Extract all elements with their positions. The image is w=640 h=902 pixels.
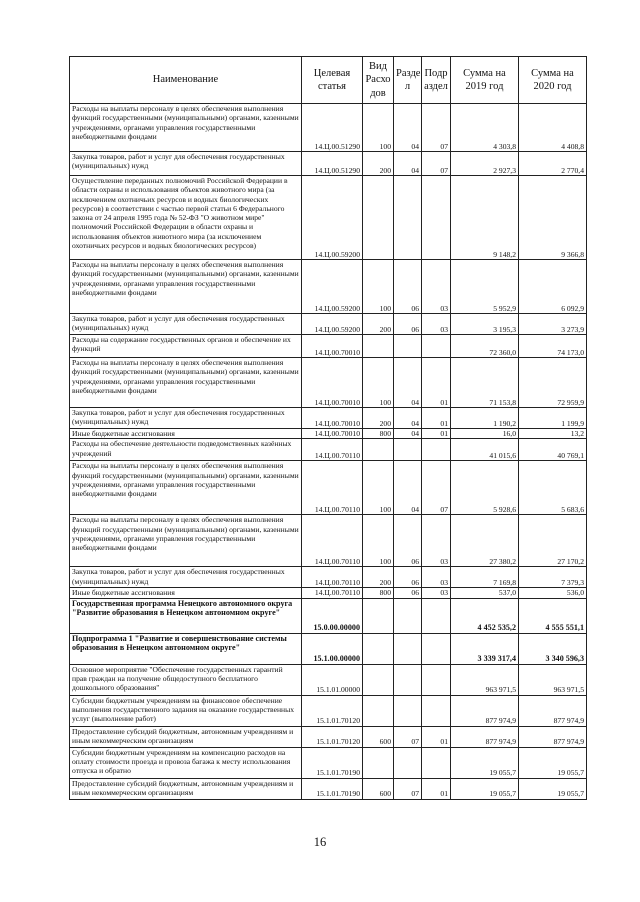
cell-section: 04 bbox=[394, 358, 422, 408]
cell-section bbox=[394, 598, 422, 633]
cell-expense-type bbox=[363, 335, 394, 358]
table-row bbox=[70, 335, 587, 358]
cell-name: Закупка товаров, работ и услуг для обеспечения государственных (муниципальных) нужд bbox=[70, 152, 302, 176]
cell-target: 14.Ц.00.70010 bbox=[302, 429, 363, 439]
cell-name: Закупка товаров, работ и услуг для обеспечения государственных (муниципальных) нужд bbox=[70, 567, 302, 588]
cell-sum-2019: 41 015,6 bbox=[451, 439, 519, 461]
cell-section bbox=[394, 695, 422, 726]
cell-sum-2019: 27 380,2 bbox=[451, 515, 519, 567]
cell-target: 14.Ц.00.70110 bbox=[302, 461, 363, 515]
cell-sum-2019: 16,0 bbox=[451, 429, 519, 439]
cell-target: 15.0.00.00000 bbox=[302, 598, 363, 633]
cell-target: 14.Ц.00.51290 bbox=[302, 152, 363, 176]
cell-expense-type: 200 bbox=[363, 567, 394, 588]
table-row bbox=[70, 515, 587, 567]
table-row bbox=[70, 260, 587, 314]
cell-section: 06 bbox=[394, 588, 422, 598]
cell-sum-2019: 72 360,0 bbox=[451, 335, 519, 358]
cell-expense-type bbox=[363, 664, 394, 695]
cell-expense-type: 100 bbox=[363, 358, 394, 408]
cell-expense-type: 600 bbox=[363, 778, 394, 799]
table-row bbox=[70, 695, 587, 726]
cell-expense-type: 100 bbox=[363, 104, 394, 152]
cell-subsection bbox=[422, 633, 451, 664]
cell-subsection: 01 bbox=[422, 408, 451, 429]
cell-target: 15.1.01.70190 bbox=[302, 747, 363, 778]
cell-subsection: 01 bbox=[422, 358, 451, 408]
cell-sum-2019: 4 303,8 bbox=[451, 104, 519, 152]
cell-subsection: 03 bbox=[422, 588, 451, 598]
cell-sum-2019: 1 190,2 bbox=[451, 408, 519, 429]
cell-name: Основное мероприятие "Обеспечение государственных гарантий прав граждан на получение общедоступного бесплатного дошкольного образования" bbox=[70, 664, 302, 695]
column-header-name: Наименование bbox=[70, 57, 302, 104]
cell-target: 15.1.01.70190 bbox=[302, 778, 363, 799]
cell-sum-2020: 963 971,5 bbox=[519, 664, 587, 695]
cell-expense-type: 800 bbox=[363, 429, 394, 439]
cell-sum-2020: 3 340 596,3 bbox=[519, 633, 587, 664]
cell-section: 06 bbox=[394, 567, 422, 588]
budget-table bbox=[69, 56, 587, 800]
cell-expense-type bbox=[363, 747, 394, 778]
cell-name: Расходы на выплаты персоналу в целях обеспечения выполнения функций государственными (муниципальными) органами, казенными учреждениями, органами управления государственными внебюджетными фондами bbox=[70, 358, 302, 408]
cell-section: 04 bbox=[394, 152, 422, 176]
cell-sum-2020: 4 408,8 bbox=[519, 104, 587, 152]
cell-expense-type: 800 bbox=[363, 588, 394, 598]
cell-section: 04 bbox=[394, 461, 422, 515]
cell-target: 14.Ц.00.59200 bbox=[302, 314, 363, 335]
cell-subsection bbox=[422, 664, 451, 695]
cell-target: 14.Ц.00.59200 bbox=[302, 176, 363, 260]
cell-expense-type bbox=[363, 695, 394, 726]
cell-sum-2020: 72 959,9 bbox=[519, 358, 587, 408]
table-body bbox=[70, 104, 587, 800]
cell-section bbox=[394, 176, 422, 260]
cell-section: 04 bbox=[394, 429, 422, 439]
column-header-target: Целевая статья bbox=[302, 57, 363, 104]
table-row bbox=[70, 408, 587, 429]
table-row bbox=[70, 664, 587, 695]
table-row bbox=[70, 726, 587, 747]
cell-expense-type: 200 bbox=[363, 314, 394, 335]
cell-expense-type: 200 bbox=[363, 152, 394, 176]
cell-sum-2020: 877 974,9 bbox=[519, 695, 587, 726]
cell-sum-2019: 19 055,7 bbox=[451, 747, 519, 778]
table-row bbox=[70, 633, 587, 664]
cell-name: Расходы на выплаты персоналу в целях обеспечения выполнения функций государственными (муниципальными) органами, казенными учреждениями, органами управления государственными внебюджетными фондами bbox=[70, 260, 302, 314]
table-row bbox=[70, 598, 587, 633]
cell-name: Осуществление переданных полномочий Российской Федерации в области охраны и использования объектов животного мира (за исключением охотничьих ресурсов и водных биологических ресурсов) в соответствии с частью первой статьи 6 Федерального закона от 24 апреля 1995 года № 52-ФЗ "О животном мире" полномочий Российской Федерации в области охраны и использования объектов животного мира (за исключением охотничьих ресурсов и водных биологических ресурсов) bbox=[70, 176, 302, 260]
cell-subsection: 01 bbox=[422, 726, 451, 747]
cell-expense-type bbox=[363, 176, 394, 260]
cell-sum-2020: 1 199,9 bbox=[519, 408, 587, 429]
cell-name: Иные бюджетные ассигнования bbox=[70, 588, 302, 598]
column-header-subsection: Подр аздел bbox=[422, 57, 451, 104]
cell-name: Закупка товаров, работ и услуг для обеспечения государственных (муниципальных) нужд bbox=[70, 314, 302, 335]
cell-expense-type bbox=[363, 633, 394, 664]
cell-subsection: 03 bbox=[422, 567, 451, 588]
cell-name: Иные бюджетные ассигнования bbox=[70, 429, 302, 439]
cell-name: Субсидии бюджетным учреждениям на финансовое обеспечение выполнения государственного задания на оказание государственных услуг (выполнение работ) bbox=[70, 695, 302, 726]
cell-target: 14.Ц.00.59200 bbox=[302, 260, 363, 314]
cell-name: Расходы на выплаты персоналу в целях обеспечения выполнения функций государственными (муниципальными) органами, казенными учреждениями, органами управления государственными внебюджетными фондами bbox=[70, 515, 302, 567]
cell-sum-2020: 3 273,9 bbox=[519, 314, 587, 335]
cell-sum-2020: 27 170,2 bbox=[519, 515, 587, 567]
cell-name: Расходы на обеспечение деятельности подведомственных казённых учреждений bbox=[70, 439, 302, 461]
cell-sum-2020: 13,2 bbox=[519, 429, 587, 439]
cell-sum-2020: 74 173,0 bbox=[519, 335, 587, 358]
cell-subsection: 01 bbox=[422, 778, 451, 799]
table-header-row bbox=[70, 57, 587, 104]
cell-section bbox=[394, 439, 422, 461]
cell-target: 15.1.00.00000 bbox=[302, 633, 363, 664]
cell-target: 14.Ц.00.70110 bbox=[302, 588, 363, 598]
cell-expense-type: 100 bbox=[363, 260, 394, 314]
cell-sum-2019: 537,0 bbox=[451, 588, 519, 598]
page-number: 16 bbox=[313, 835, 327, 849]
cell-subsection: 03 bbox=[422, 314, 451, 335]
cell-subsection bbox=[422, 335, 451, 358]
cell-section: 06 bbox=[394, 314, 422, 335]
cell-subsection bbox=[422, 176, 451, 260]
cell-sum-2019: 3 195,3 bbox=[451, 314, 519, 335]
cell-subsection: 07 bbox=[422, 461, 451, 515]
table-row bbox=[70, 314, 587, 335]
cell-section bbox=[394, 664, 422, 695]
cell-sum-2020: 40 769,1 bbox=[519, 439, 587, 461]
cell-subsection: 03 bbox=[422, 260, 451, 314]
table-row bbox=[70, 104, 587, 152]
cell-subsection bbox=[422, 747, 451, 778]
table-row bbox=[70, 461, 587, 515]
cell-sum-2020: 5 683,6 bbox=[519, 461, 587, 515]
cell-sum-2019: 71 153,8 bbox=[451, 358, 519, 408]
cell-sum-2019: 5 928,6 bbox=[451, 461, 519, 515]
cell-sum-2019: 2 927,3 bbox=[451, 152, 519, 176]
cell-section: 04 bbox=[394, 104, 422, 152]
cell-section: 07 bbox=[394, 726, 422, 747]
cell-sum-2020: 4 555 551,1 bbox=[519, 598, 587, 633]
cell-section: 07 bbox=[394, 778, 422, 799]
cell-target: 14.Ц.00.70010 bbox=[302, 358, 363, 408]
cell-subsection: 07 bbox=[422, 152, 451, 176]
cell-name: Расходы на выплаты персоналу в целях обеспечения выполнения функций государственными (муниципальными) органами, казенными учреждениями, органами управления государственными внебюджетными фондами bbox=[70, 461, 302, 515]
cell-section bbox=[394, 747, 422, 778]
cell-sum-2019: 4 452 535,2 bbox=[451, 598, 519, 633]
table-row bbox=[70, 358, 587, 408]
cell-sum-2019: 9 148,2 bbox=[451, 176, 519, 260]
cell-subsection bbox=[422, 598, 451, 633]
column-header-expense-type: Вид Расхо дов bbox=[363, 57, 394, 104]
table-row bbox=[70, 439, 587, 461]
cell-target: 14.Ц.00.70010 bbox=[302, 335, 363, 358]
cell-subsection bbox=[422, 695, 451, 726]
cell-expense-type bbox=[363, 439, 394, 461]
cell-sum-2019: 963 971,5 bbox=[451, 664, 519, 695]
cell-name: Подпрограмма 1 "Развитие и совершенствование системы образования в Ненецком автономном округе" bbox=[70, 633, 302, 664]
cell-target: 14.Ц.00.51290 bbox=[302, 104, 363, 152]
cell-target: 14.Ц.00.70110 bbox=[302, 439, 363, 461]
cell-sum-2019: 7 169,8 bbox=[451, 567, 519, 588]
cell-subsection: 01 bbox=[422, 429, 451, 439]
cell-sum-2020: 6 092,9 bbox=[519, 260, 587, 314]
cell-sum-2020: 2 770,4 bbox=[519, 152, 587, 176]
cell-expense-type: 100 bbox=[363, 461, 394, 515]
table-row bbox=[70, 588, 587, 598]
table-row bbox=[70, 176, 587, 260]
cell-target: 14.Ц.00.70110 bbox=[302, 515, 363, 567]
cell-name: Государственная программа Ненецкого автономного округа "Развитие образования в Ненецком автономном округе" bbox=[70, 598, 302, 633]
cell-expense-type: 100 bbox=[363, 515, 394, 567]
cell-name: Предоставление субсидий бюджетным, автономным учреждениям и иным некоммерческим организациям bbox=[70, 778, 302, 799]
cell-subsection bbox=[422, 439, 451, 461]
cell-subsection: 03 bbox=[422, 515, 451, 567]
cell-target: 14.Ц.00.70010 bbox=[302, 408, 363, 429]
cell-name: Предоставление субсидий бюджетным, автономным учреждениям и иным некоммерческим организациям bbox=[70, 726, 302, 747]
cell-sum-2019: 3 339 317,4 bbox=[451, 633, 519, 664]
table-row bbox=[70, 567, 587, 588]
cell-sum-2020: 536,0 bbox=[519, 588, 587, 598]
cell-expense-type bbox=[363, 598, 394, 633]
cell-section: 06 bbox=[394, 260, 422, 314]
cell-sum-2019: 5 952,9 bbox=[451, 260, 519, 314]
cell-section bbox=[394, 633, 422, 664]
cell-sum-2019: 877 974,9 bbox=[451, 695, 519, 726]
cell-sum-2020: 9 366,8 bbox=[519, 176, 587, 260]
cell-sum-2019: 877 974,9 bbox=[451, 726, 519, 747]
cell-name: Субсидии бюджетным учреждениям на компенсацию расходов на оплату стоимости проезда и провоза багажа к месту использования отпуска и обратно bbox=[70, 747, 302, 778]
cell-sum-2019: 19 055,7 bbox=[451, 778, 519, 799]
column-header-sum-2020: Сумма на 2020 год bbox=[519, 57, 587, 104]
column-header-sum-2019: Сумма на 2019 год bbox=[451, 57, 519, 104]
cell-target: 15.1.01.00000 bbox=[302, 664, 363, 695]
table-row bbox=[70, 152, 587, 176]
cell-subsection: 07 bbox=[422, 104, 451, 152]
cell-section: 04 bbox=[394, 408, 422, 429]
cell-target: 14.Ц.00.70110 bbox=[302, 567, 363, 588]
table-row bbox=[70, 747, 587, 778]
cell-sum-2020: 7 379,3 bbox=[519, 567, 587, 588]
cell-name: Закупка товаров, работ и услуг для обеспечения государственных (муниципальных) нужд bbox=[70, 408, 302, 429]
cell-sum-2020: 19 055,7 bbox=[519, 747, 587, 778]
cell-expense-type: 200 bbox=[363, 408, 394, 429]
cell-section: 06 bbox=[394, 515, 422, 567]
cell-target: 15.1.01.70120 bbox=[302, 695, 363, 726]
table-row bbox=[70, 778, 587, 799]
cell-name: Расходы на содержание государственных органов и обеспечение их функций bbox=[70, 335, 302, 358]
cell-name: Расходы на выплаты персоналу в целях обеспечения выполнения функций государственными (муниципальными) органами, казенными учреждениями, органами управления государственными внебюджетными фондами bbox=[70, 104, 302, 152]
cell-sum-2020: 877 974,9 bbox=[519, 726, 587, 747]
cell-expense-type: 600 bbox=[363, 726, 394, 747]
table-row bbox=[70, 429, 587, 439]
column-header-section: Разде л bbox=[394, 57, 422, 104]
cell-target: 15.1.01.70120 bbox=[302, 726, 363, 747]
cell-section bbox=[394, 335, 422, 358]
cell-sum-2020: 19 055,7 bbox=[519, 778, 587, 799]
